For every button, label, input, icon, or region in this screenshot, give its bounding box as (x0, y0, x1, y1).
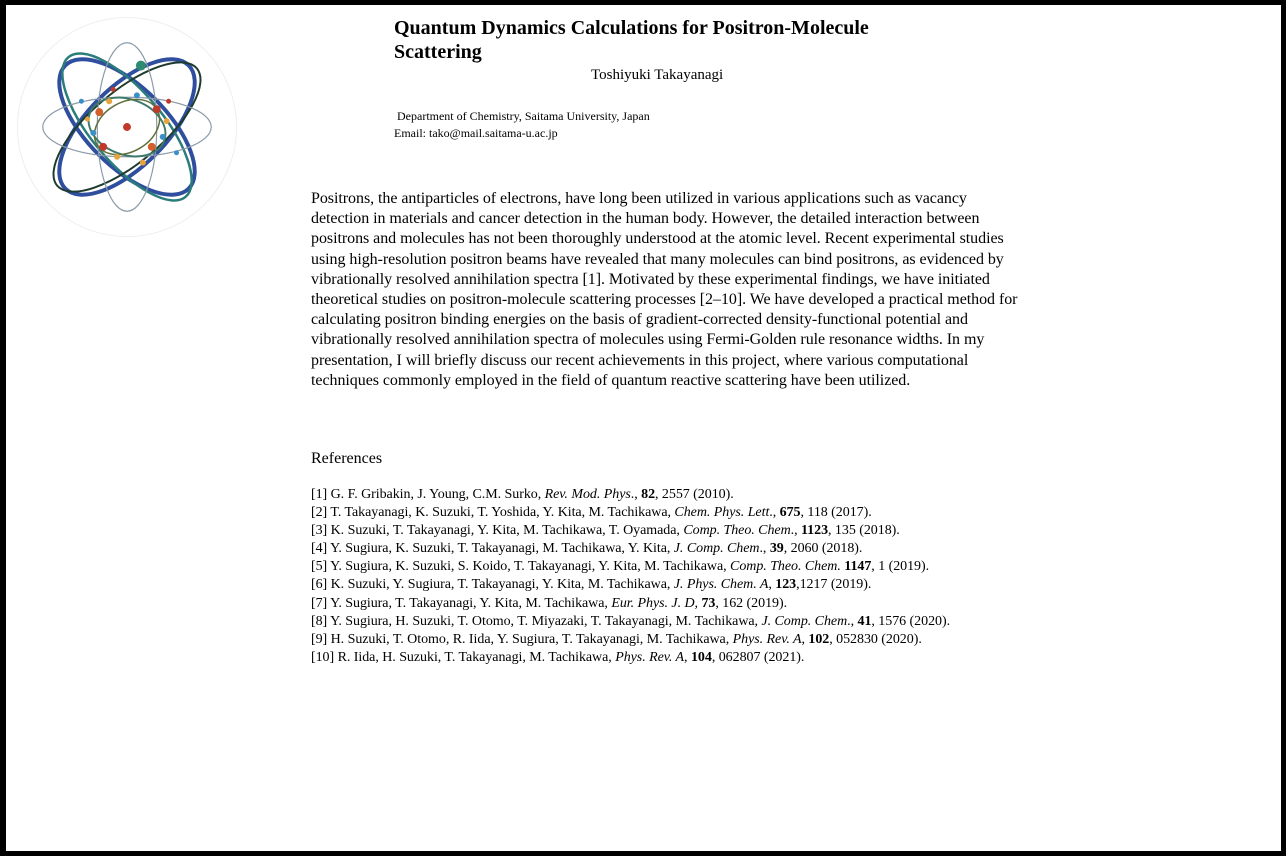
reference-pages-year: , 162 (2019). (715, 595, 788, 611)
reference-authors: [7] Y. Sugiura, T. Takayanagi, Y. Kita, M. Tachikawa, (311, 595, 612, 611)
reference-volume: 675 (779, 505, 801, 521)
reference-item (311, 613, 1021, 631)
reference-journal: J. Phys. Chem. A (673, 577, 769, 593)
reference-pages-year: , 062807 (2021). (711, 649, 805, 665)
reference-pages-year: , 118 (2017). (800, 505, 872, 521)
affiliation-block (394, 108, 650, 142)
author-name: Toshiyuki Takayanagi (591, 67, 724, 83)
reference-authors: [10] R. Iida, H. Suzuki, T. Takayanagi, M. Tachikawa, (311, 649, 616, 665)
reference-journal: Chem. Phys. Lett (674, 505, 770, 521)
reference-authors: [8] Y. Sugiura, H. Suzuki, T. Otomo, T. Miyazaki, T. Takayanagi, M. Tachikawa, (311, 613, 762, 629)
reference-item (311, 576, 1021, 594)
atom-logo-icon (17, 17, 237, 237)
reference-separator: , (684, 649, 691, 665)
reference-volume: 102 (808, 631, 830, 647)
email: Email: tako@mail.saitama-u.ac.jp (394, 126, 558, 140)
reference-authors: [6] K. Suzuki, Y. Sugiura, T. Takayanagi, Y. Kita, M. Tachikawa, (311, 577, 674, 593)
reference-item (311, 486, 1021, 504)
references-list (311, 486, 1021, 667)
reference-pages-year: , 2557 (2010). (655, 487, 734, 502)
reference-separator: ., (630, 487, 642, 502)
reference-authors: [3] K. Suzuki, T. Takayanagi, Y. Kita, M. Tachikawa, T. Oyamada, (311, 523, 684, 539)
reference-authors: [2] T. Takayanagi, K. Suzuki, T. Yoshida, Y. Kita, M. Tachikawa, (311, 505, 675, 521)
reference-journal: J. Comp. Chem (761, 613, 848, 629)
reference-volume: 1123 (801, 523, 829, 539)
reference-volume: 39 (769, 541, 784, 557)
reference-volume: 73 (701, 595, 716, 611)
reference-journal: Eur. Phys. J. D, (611, 595, 698, 611)
reference-separator: , (768, 577, 776, 593)
reference-journal: Phys. Rev. A (732, 631, 802, 647)
reference-item (311, 522, 1021, 540)
references-heading: References (311, 450, 383, 467)
reference-pages-year: , 2060 (2018). (783, 541, 863, 557)
reference-item (311, 540, 1021, 558)
reference-item (311, 649, 1021, 667)
reference-pages-year: , 1576 (2020). (871, 613, 951, 629)
reference-journal: Phys. Rev. A (615, 649, 685, 665)
reference-item (311, 631, 1021, 649)
reference-separator: , (801, 631, 809, 647)
reference-separator: ., (769, 505, 780, 521)
reference-pages-year: , 1 (2019). (871, 559, 930, 575)
reference-authors: [5] Y. Sugiura, K. Suzuki, S. Koido, T. Takayanagi, Y. Kita, M. Tachikawa, (311, 559, 731, 575)
document-page (6, 5, 1281, 851)
reference-journal: J. Comp. Chem (673, 541, 760, 557)
reference-separator: ., (790, 523, 801, 539)
reference-authors: [4] Y. Sugiura, K. Suzuki, T. Takayanagi, M. Tachikawa, Y. Kita, (311, 541, 674, 557)
reference-journal: Comp. Theo. Chem. (730, 559, 841, 575)
reference-pages-year: , 052830 (2020). (829, 631, 922, 647)
reference-separator: ., (847, 613, 858, 629)
document-title: Quantum Dynamics Calculations for Positron-Molecule Scattering (394, 17, 869, 63)
reference-pages-year: , 135 (2018). (828, 523, 900, 539)
reference-journal: Rev. Mod. Phys (544, 487, 631, 502)
reference-volume: 123 (775, 577, 797, 593)
reference-authors: [1] G. F. Gribakin, J. Young, C.M. Surko, (311, 487, 545, 502)
reference-journal: Comp. Theo. Chem (683, 523, 791, 539)
reference-volume: 1147 (844, 559, 872, 575)
reference-volume: 82 (641, 487, 656, 502)
abstract-paragraph: Positrons, the antiparticles of electrons, have long been utilized in various applications such as vacancy detection in materials and cancer detection in the human body. However, the detailed interaction between positrons and molecules has not been thoroughly understood at the atomic level. Recent experimental studies using high-resolution positron beams have revealed that many molecules can bind positrons, as evidenced by vibrationally resolved annihilation spectra [1]. Motivated by these experimental findings, we have initiated theoretical studies on positron-molecule scattering processes [2–10]. We have developed a practical method for calculating positron binding energies on the basis of gradient-corrected density-functional potential and vibrationally resolved annihilation spectra of molecules using Fermi-Golden rule resonance widths. In my presentation, I will briefly discuss our recent achievements in this project, where various computational techniques commonly employed in the field of quantum reactive scattering have been utilized. (311, 190, 1018, 389)
reference-pages-year: ,1217 (2019). (796, 577, 872, 593)
department: Department of Chemistry, Saitama University, Japan (397, 109, 650, 123)
atom-illustration (18, 18, 236, 236)
reference-authors: [9] H. Suzuki, T. Otomo, R. Iida, Y. Sugiura, T. Takayanagi, M. Tachikawa, (311, 631, 733, 647)
reference-separator: ., (759, 541, 770, 557)
reference-item (311, 504, 1021, 522)
reference-volume: 104 (690, 649, 712, 665)
reference-item (311, 595, 1021, 613)
reference-volume: 41 (857, 613, 872, 629)
reference-item (311, 558, 1021, 576)
